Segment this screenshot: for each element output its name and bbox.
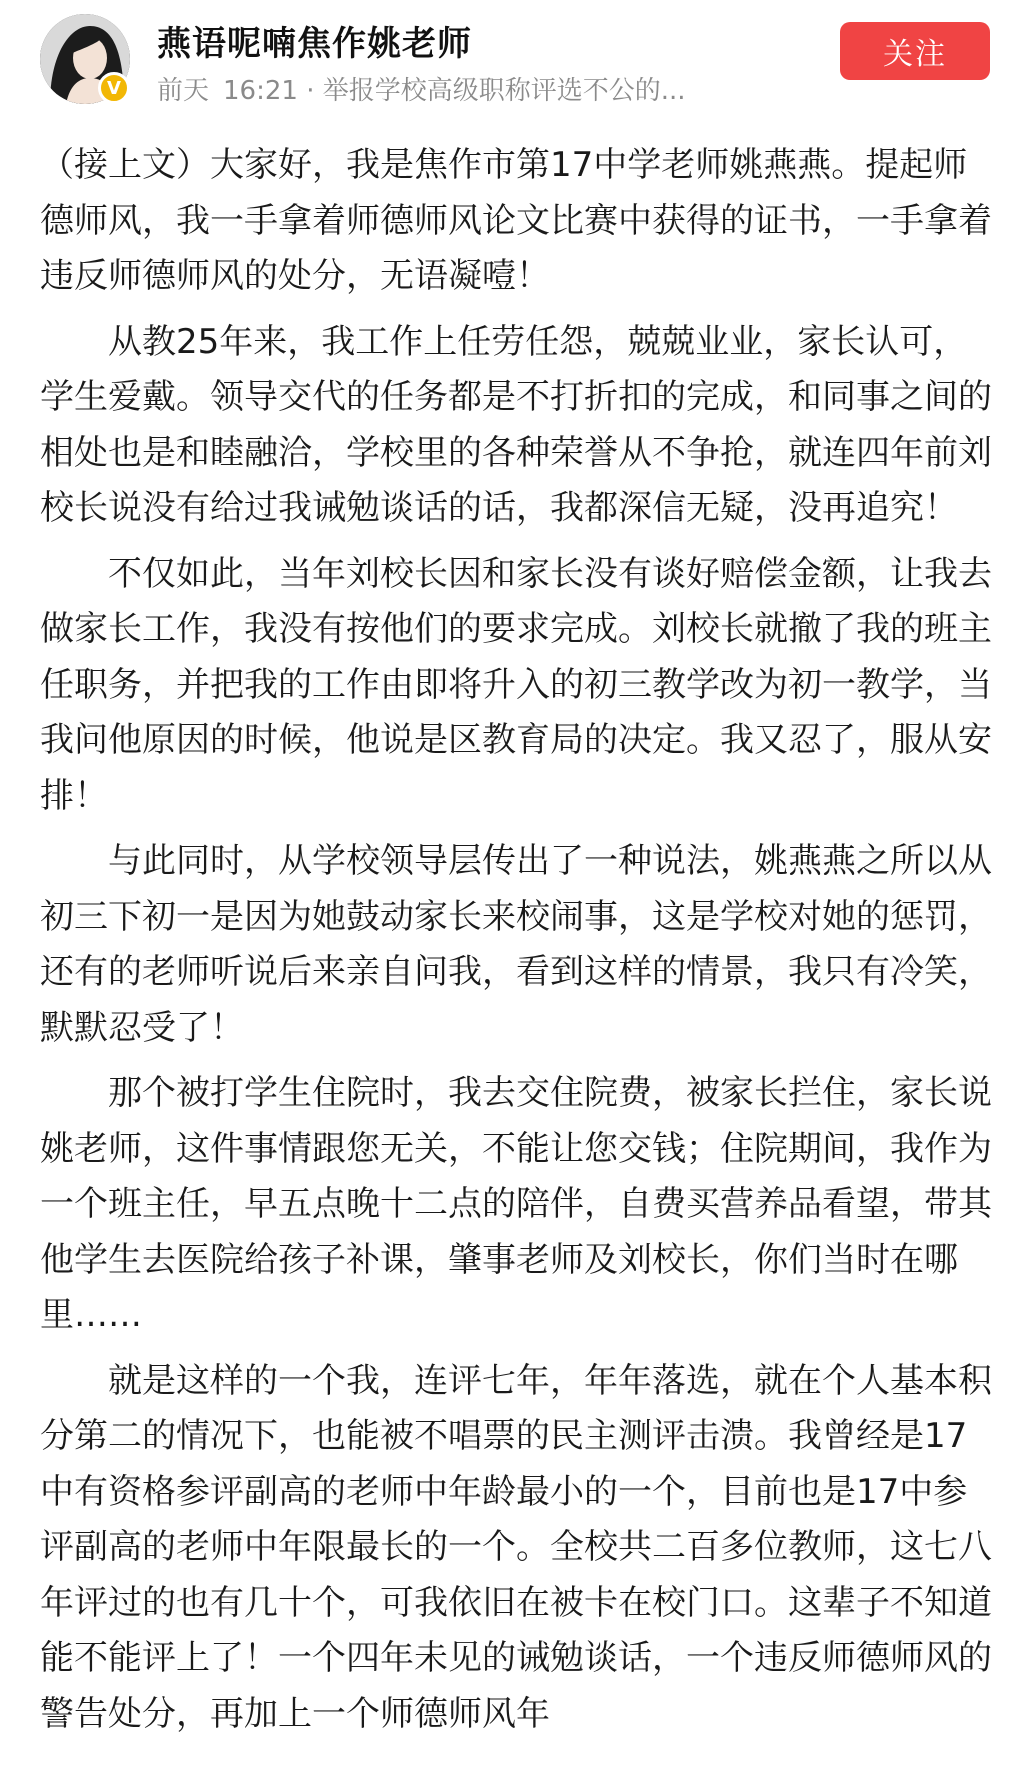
post-header <box>0 0 1024 120</box>
post-meta <box>157 70 700 107</box>
article-paragraph: （接上文）大家好，我是焦作市第17中学老师姚燕燕。提起师德师风，我一手拿着师德师风论文比赛中获得的证书，一手拿着违反师德师风的处分，无语凝噎！ <box>40 145 992 296</box>
article-paragraph: 不仅如此，当年刘校长因和家长没有谈好赔偿金额，让我去做家长工作，我没有按他们的要求完成。刘校长就撤了我的班主任职务，并把我的工作由即将升入的初三教学改为初一教学，当我问他原因的时候，他说是区教育局的决定。我又忍了，服从安排！ <box>40 553 992 816</box>
follow-button[interactable]: 关注 <box>840 22 990 80</box>
post-time-and-source: 16:21 · 举报学校高级职称评选不公的... <box>223 76 686 106</box>
article-body <box>40 138 1000 1752</box>
article-paragraph: 那个被打学生住院时，我去交住院费，被家长拦住，家长说姚老师，这件事情跟您无关，不能让您交钱；住院期间，我作为一个班主任，早五点晚十二点的陪伴，自费买营养品看望，带其他学生去医院给孩子补课，肇事老师及刘校长，你们当时在哪里…… <box>40 1073 992 1335</box>
author-name[interactable]: 燕语呢喃焦作姚老师 <box>157 24 472 64</box>
post-date: 前天 <box>157 76 210 106</box>
verified-badge-icon: V <box>98 72 130 104</box>
article-paragraph: 从教25年来，我工作上任劳任怨，兢兢业业，家长认可，学生爱戴。领导交代的任务都是不打折扣的完成，和同事之间的相处也是和睦融洽，学校里的各种荣誉从不争抢，就连四年前刘校长说没有给过我诫勉谈话的话，我都深信无疑，没再追究！ <box>40 321 992 528</box>
article-paragraph: 就是这样的一个我，连评七年，年年落选，就在个人基本积分第二的情况下，也能被不唱票的民主测评击溃。我曾经是17中有资格参评副高的老师中年龄最小的一个，目前也是17中参评副高的老师中年限最长的一个。全校共二百多位教师，这七八年评过的也有几十个，可我依旧在被卡在校门口。这辈子不知道能不能评上了！一个四年未见的诫勉谈话，一个违反师德师风的警告处分，再加上一个师德师风年 <box>40 1360 992 1734</box>
article-paragraph: 与此同时，从学校领导层传出了一种说法，姚燕燕之所以从初三下初一是因为她鼓动家长来校闹事，这是学校对她的惩罚，还有的老师听说后来亲自问我，看到这样的情景，我只有冷笑，默默忍受了！ <box>40 841 992 1048</box>
